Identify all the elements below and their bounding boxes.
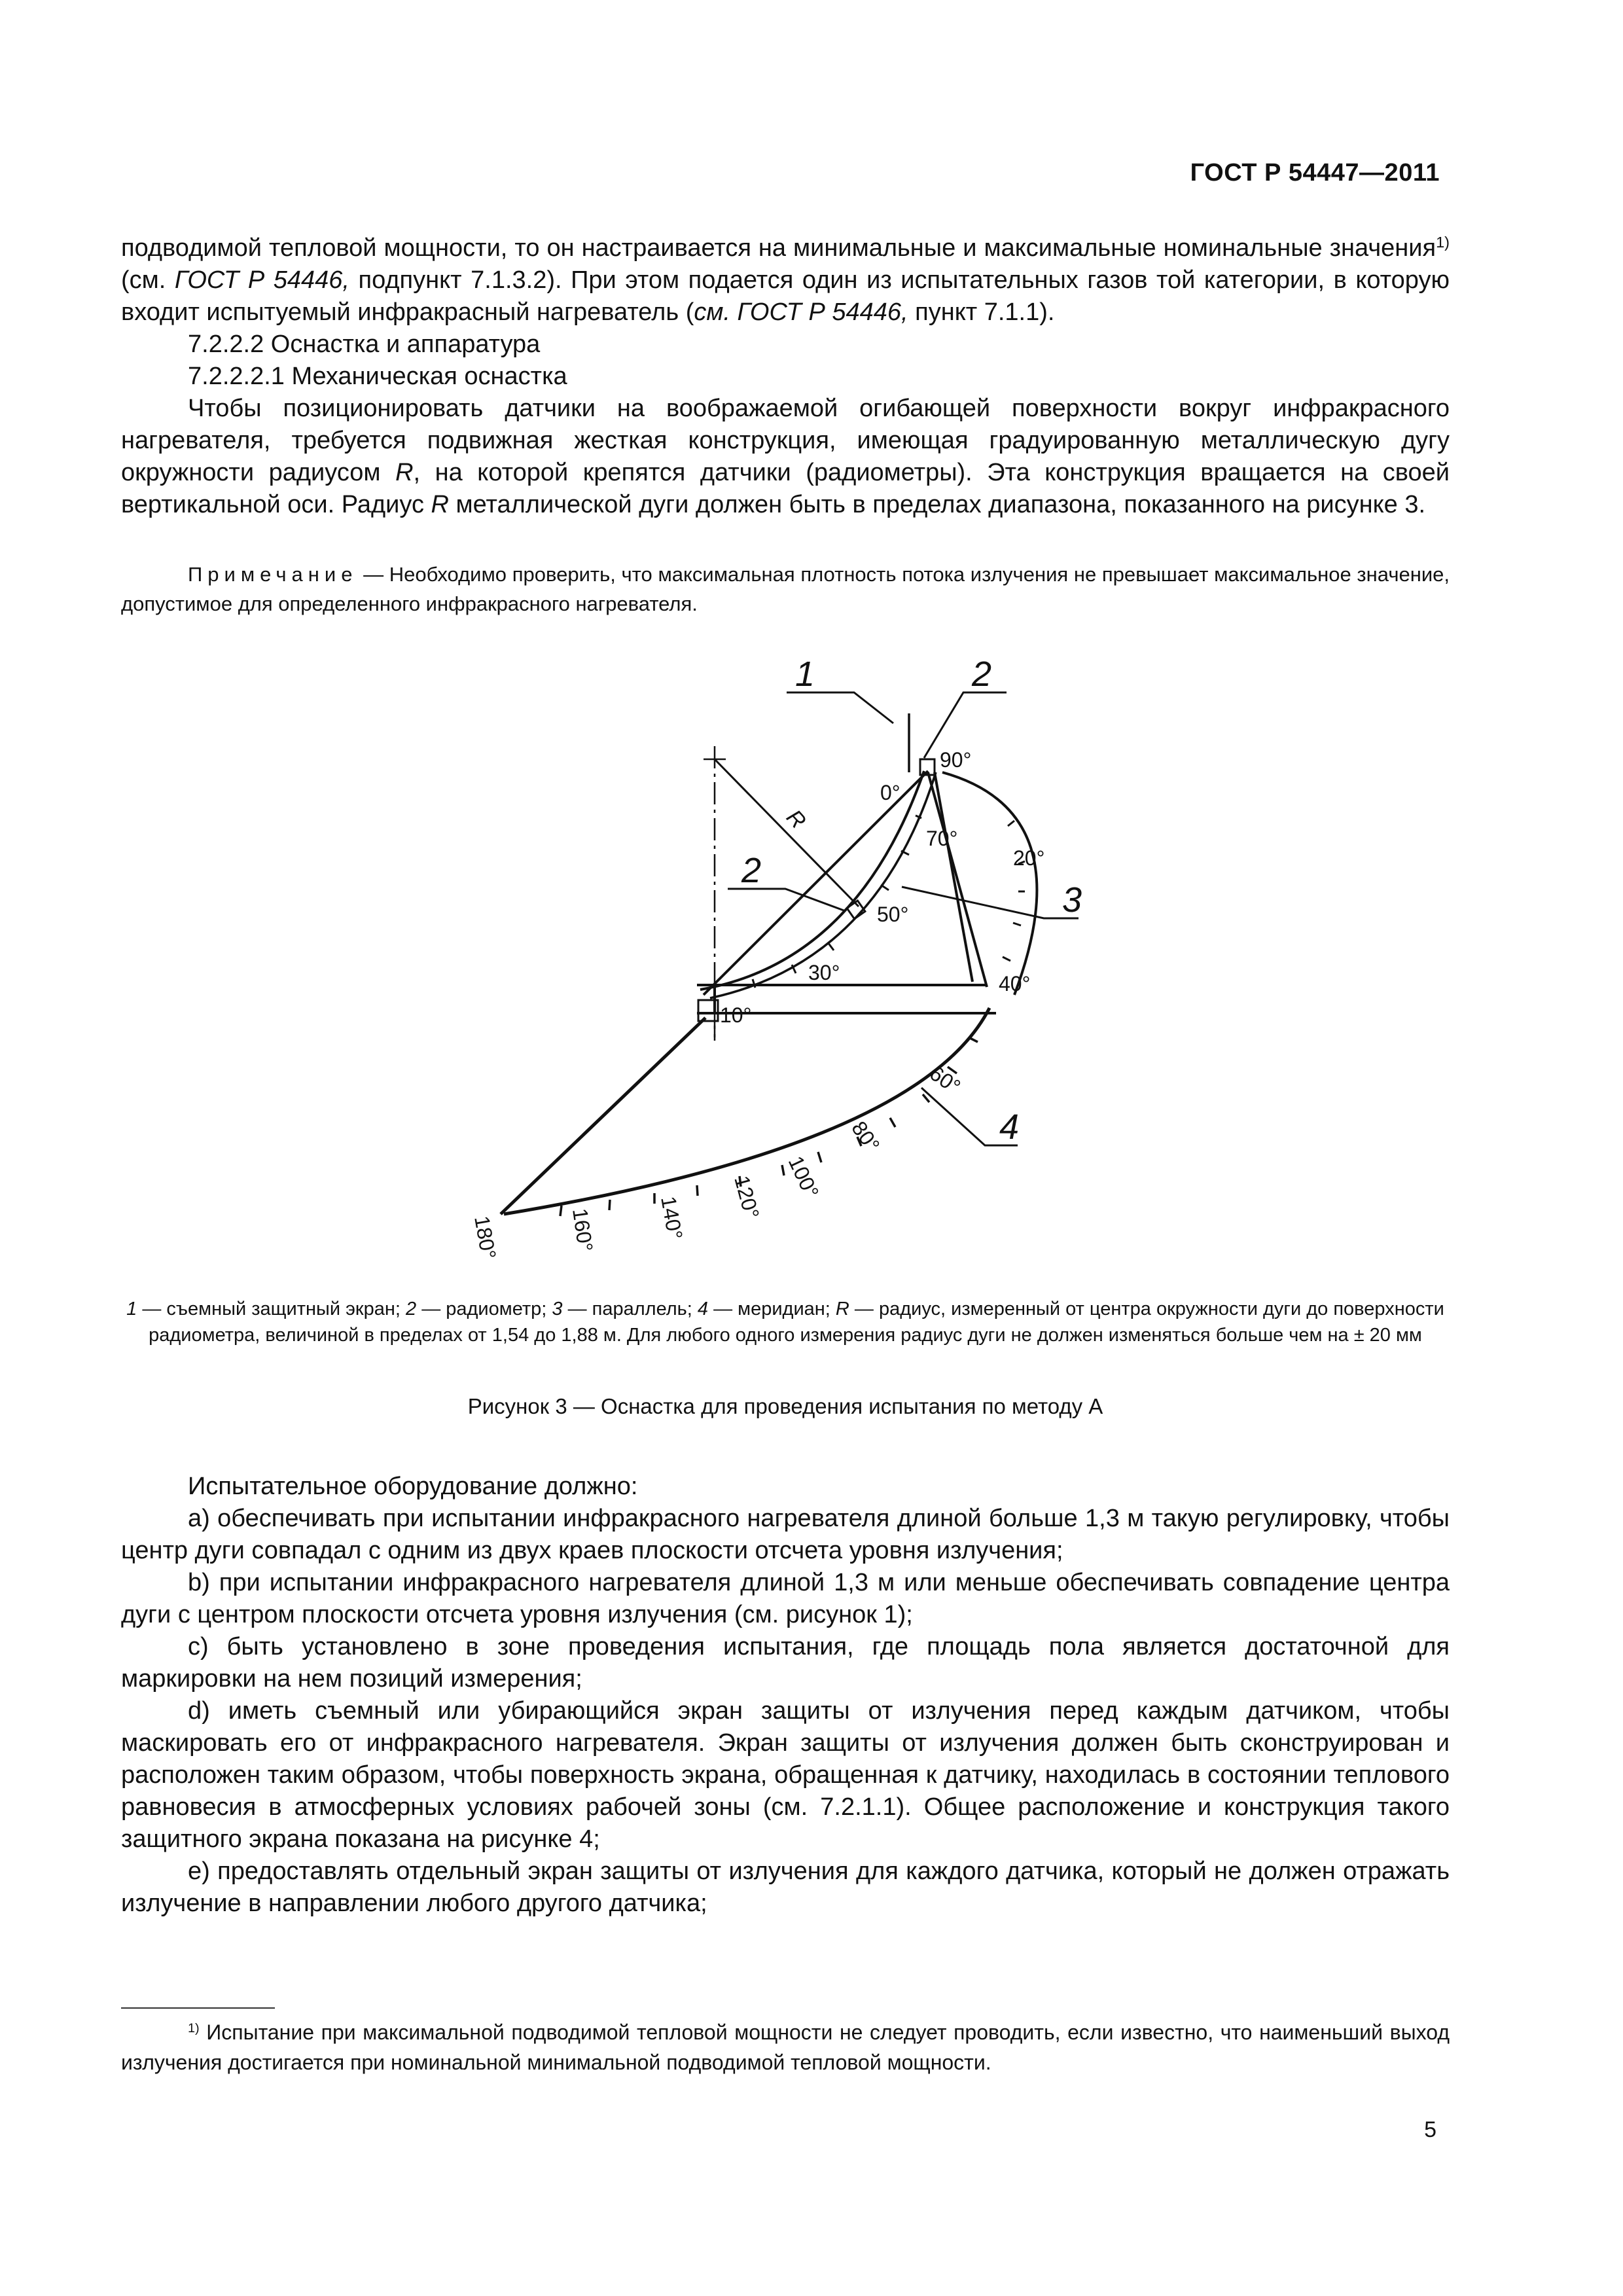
footnote-text: Испытание при максимальной подводимой тепловой мощности не следует проводить, если известно, что наименьший выход излучения достигается при номинальной минимальной подводимой тепловой мощности.	[121, 2020, 1450, 2074]
legend-text: — радиометр;	[416, 1299, 552, 1319]
note	[121, 560, 1450, 619]
list-item-b: b) при испытании инфракрасного нагревателя длиной 1,3 м или меньше обеспечивать совпадение центра дуги с центром плоскости отсчета уровня излучения (см. рисунок 1);	[121, 1569, 1450, 1628]
text-run: подпункт 7.1.3.2). При этом подается один из испытательных газов той категории, в которую входит испытуемый инфракрасный нагреватель (	[121, 266, 1450, 326]
figure-3	[0, 648, 1623, 1283]
legend-index: 3	[552, 1299, 563, 1319]
list-item-e: e) предоставлять отдельный экран защиты от излучения для каждого датчика, который не должен отражать излучение в направлении любого другого датчика;	[121, 1857, 1450, 1917]
angle-label: 70°	[926, 827, 958, 850]
parallel-tick	[1003, 957, 1010, 961]
legend-index: R	[835, 1299, 849, 1319]
section-heading-7-2-2-2-1: 7.2.2.2.1 Механическая оснастка	[188, 363, 567, 390]
reference-italic: ГОСТ Р 54446,	[174, 266, 349, 294]
legend-text: — меридиан;	[708, 1299, 836, 1319]
strut-outer	[928, 772, 987, 987]
figure-legend	[121, 1296, 1450, 1348]
top-text-block	[121, 232, 1450, 521]
text-run: Чтобы позиционировать датчики на воображаемой огибающей поверхности вокруг инфракрасного нагревателя, требуется подвижная жесткая конструкция, имеющая градуированную металлическую дугу окружности радиусом	[121, 395, 1450, 486]
list-item-c: c) быть установлено в зоне проведения испытания, где площадь пола является достаточной для маркировки на нем позиций измерения;	[121, 1633, 1450, 1693]
legend-index: 1	[126, 1299, 137, 1319]
meridian-chord	[501, 1018, 705, 1214]
leader-2-mid	[728, 889, 846, 911]
inner-tick	[881, 885, 889, 890]
meridian-tick	[818, 1152, 821, 1162]
inner-tick	[828, 942, 834, 950]
reference-italic: см. ГОСТ Р 54446,	[694, 298, 908, 326]
legend-index: 4	[697, 1299, 709, 1319]
parallel-arc	[942, 772, 1037, 995]
angle-label: 50°	[877, 903, 909, 926]
footnote	[121, 2017, 1450, 2077]
paragraph-continuation	[121, 232, 1450, 329]
footnote-separator	[121, 2007, 275, 2009]
meridian-tick	[923, 1094, 929, 1102]
equipment-intro: Испытательное оборудование должно:	[188, 1473, 638, 1500]
legend-text: — радиус, измеренный от центра окружности дуги до поверхности радиометра, величиной в пределах от 1,54 до 1,88 м. Для любого одного измерения радиус дуги не должен изменяться больше чем на ± 20 мм	[149, 1299, 1444, 1346]
angle-label: 80°	[847, 1117, 885, 1157]
text-run: подводимой тепловой мощности, то он настраивается на минимальные и максимальные номинальные значения	[121, 234, 1436, 262]
meridian-tick	[782, 1165, 784, 1175]
document-header: ГОСТ Р 54447—2011	[1190, 159, 1440, 187]
meridian-tick	[609, 1200, 610, 1210]
angle-label: 10°	[720, 1003, 752, 1027]
leader-3	[902, 887, 1079, 918]
text-run: пункт 7.1.1).	[908, 298, 1055, 326]
angle-label: 20°	[1013, 846, 1045, 870]
radius-line	[715, 759, 859, 906]
legend-index: 2	[406, 1299, 417, 1319]
angle-label: 30°	[808, 961, 840, 984]
angle-label: 100°	[783, 1152, 824, 1202]
legend-text: — съемный защитный экран;	[137, 1299, 406, 1319]
callout-2-mid: 2	[741, 851, 762, 890]
callout-3: 3	[1061, 880, 1082, 920]
callout-1: 1	[794, 655, 815, 694]
paragraph-mechanical-rig	[121, 393, 1450, 521]
meridian-tick	[697, 1185, 698, 1196]
angle-label: 60°	[925, 1061, 965, 1099]
meridian-tick	[890, 1118, 895, 1127]
radius-label: R	[781, 804, 811, 834]
parallel-tick	[1008, 821, 1014, 826]
page-number: 5	[1424, 2117, 1436, 2142]
section-heading-7-2-2-2: 7.2.2.2 Оснастка и аппаратура	[188, 331, 541, 358]
angle-label: 120°	[730, 1173, 764, 1221]
legend-text: — параллель;	[562, 1299, 698, 1319]
text-run: , на которой крепятся датчики (радиометры). Эта конструкция вращается на своей вертикальной оси. Радиус	[121, 459, 1450, 518]
strut-inner	[935, 772, 972, 982]
rig-diagram	[0, 648, 1623, 1283]
angle-label: 160°	[568, 1206, 597, 1253]
figure-title: Рисунок 3 — Оснастка для проведения испытания по методу А	[467, 1394, 1103, 1418]
meridian-tick	[560, 1206, 562, 1216]
callout-2-top: 2	[971, 655, 992, 694]
symbol-italic: R	[431, 491, 449, 518]
bottom-text-block	[121, 1471, 1450, 1920]
note-label: Примечание	[188, 563, 358, 586]
angle-label: 180°	[470, 1213, 501, 1261]
list-item-d: d) иметь съемный или убирающийся экран защиты от излучения перед каждым датчиком, чтобы маскировать его от инфракрасного нагревателя. Экран защиты от излучения должен быть сконструирован и расположен таким образом, чтобы поверхность экрана, обращенная к датчику, находилась в состоянии теплового равновесия в атмосферных условиях рабочей зоны (см. 7.2.1.1). Общее расположение и конструкция такого защитного экрана показана на рисунке 4;	[121, 1697, 1450, 1853]
footnote-marker: 1)	[1436, 234, 1450, 251]
footnote-marker: 1)	[188, 2021, 200, 2036]
text-run: металлической дуги должен быть в пределах диапазона, показанного на рисунке 3.	[448, 491, 1426, 518]
callout-4: 4	[999, 1107, 1020, 1147]
note-text: — Необходимо проверить, что максимальная плотность потока излучения не превышает максимальное значение, допустимое для определенного инфракрасного нагревателя.	[121, 563, 1450, 615]
list-item-a: a) обеспечивать при испытании инфракрасного нагревателя длиной больше 1,3 м такую регулировку, чтобы центр дуги совпадал с одним из двух краев плоскости отсчета уровня излучения;	[121, 1505, 1450, 1564]
angle-label: 0°	[880, 781, 901, 804]
leader-1	[787, 692, 893, 723]
text-run: (см.	[121, 266, 175, 294]
symbol-italic: R	[395, 459, 414, 486]
parallel-tick	[1013, 923, 1021, 925]
angle-label: 40°	[999, 972, 1031, 996]
angle-label: 140°	[656, 1194, 688, 1242]
angle-label: 90°	[940, 748, 972, 772]
